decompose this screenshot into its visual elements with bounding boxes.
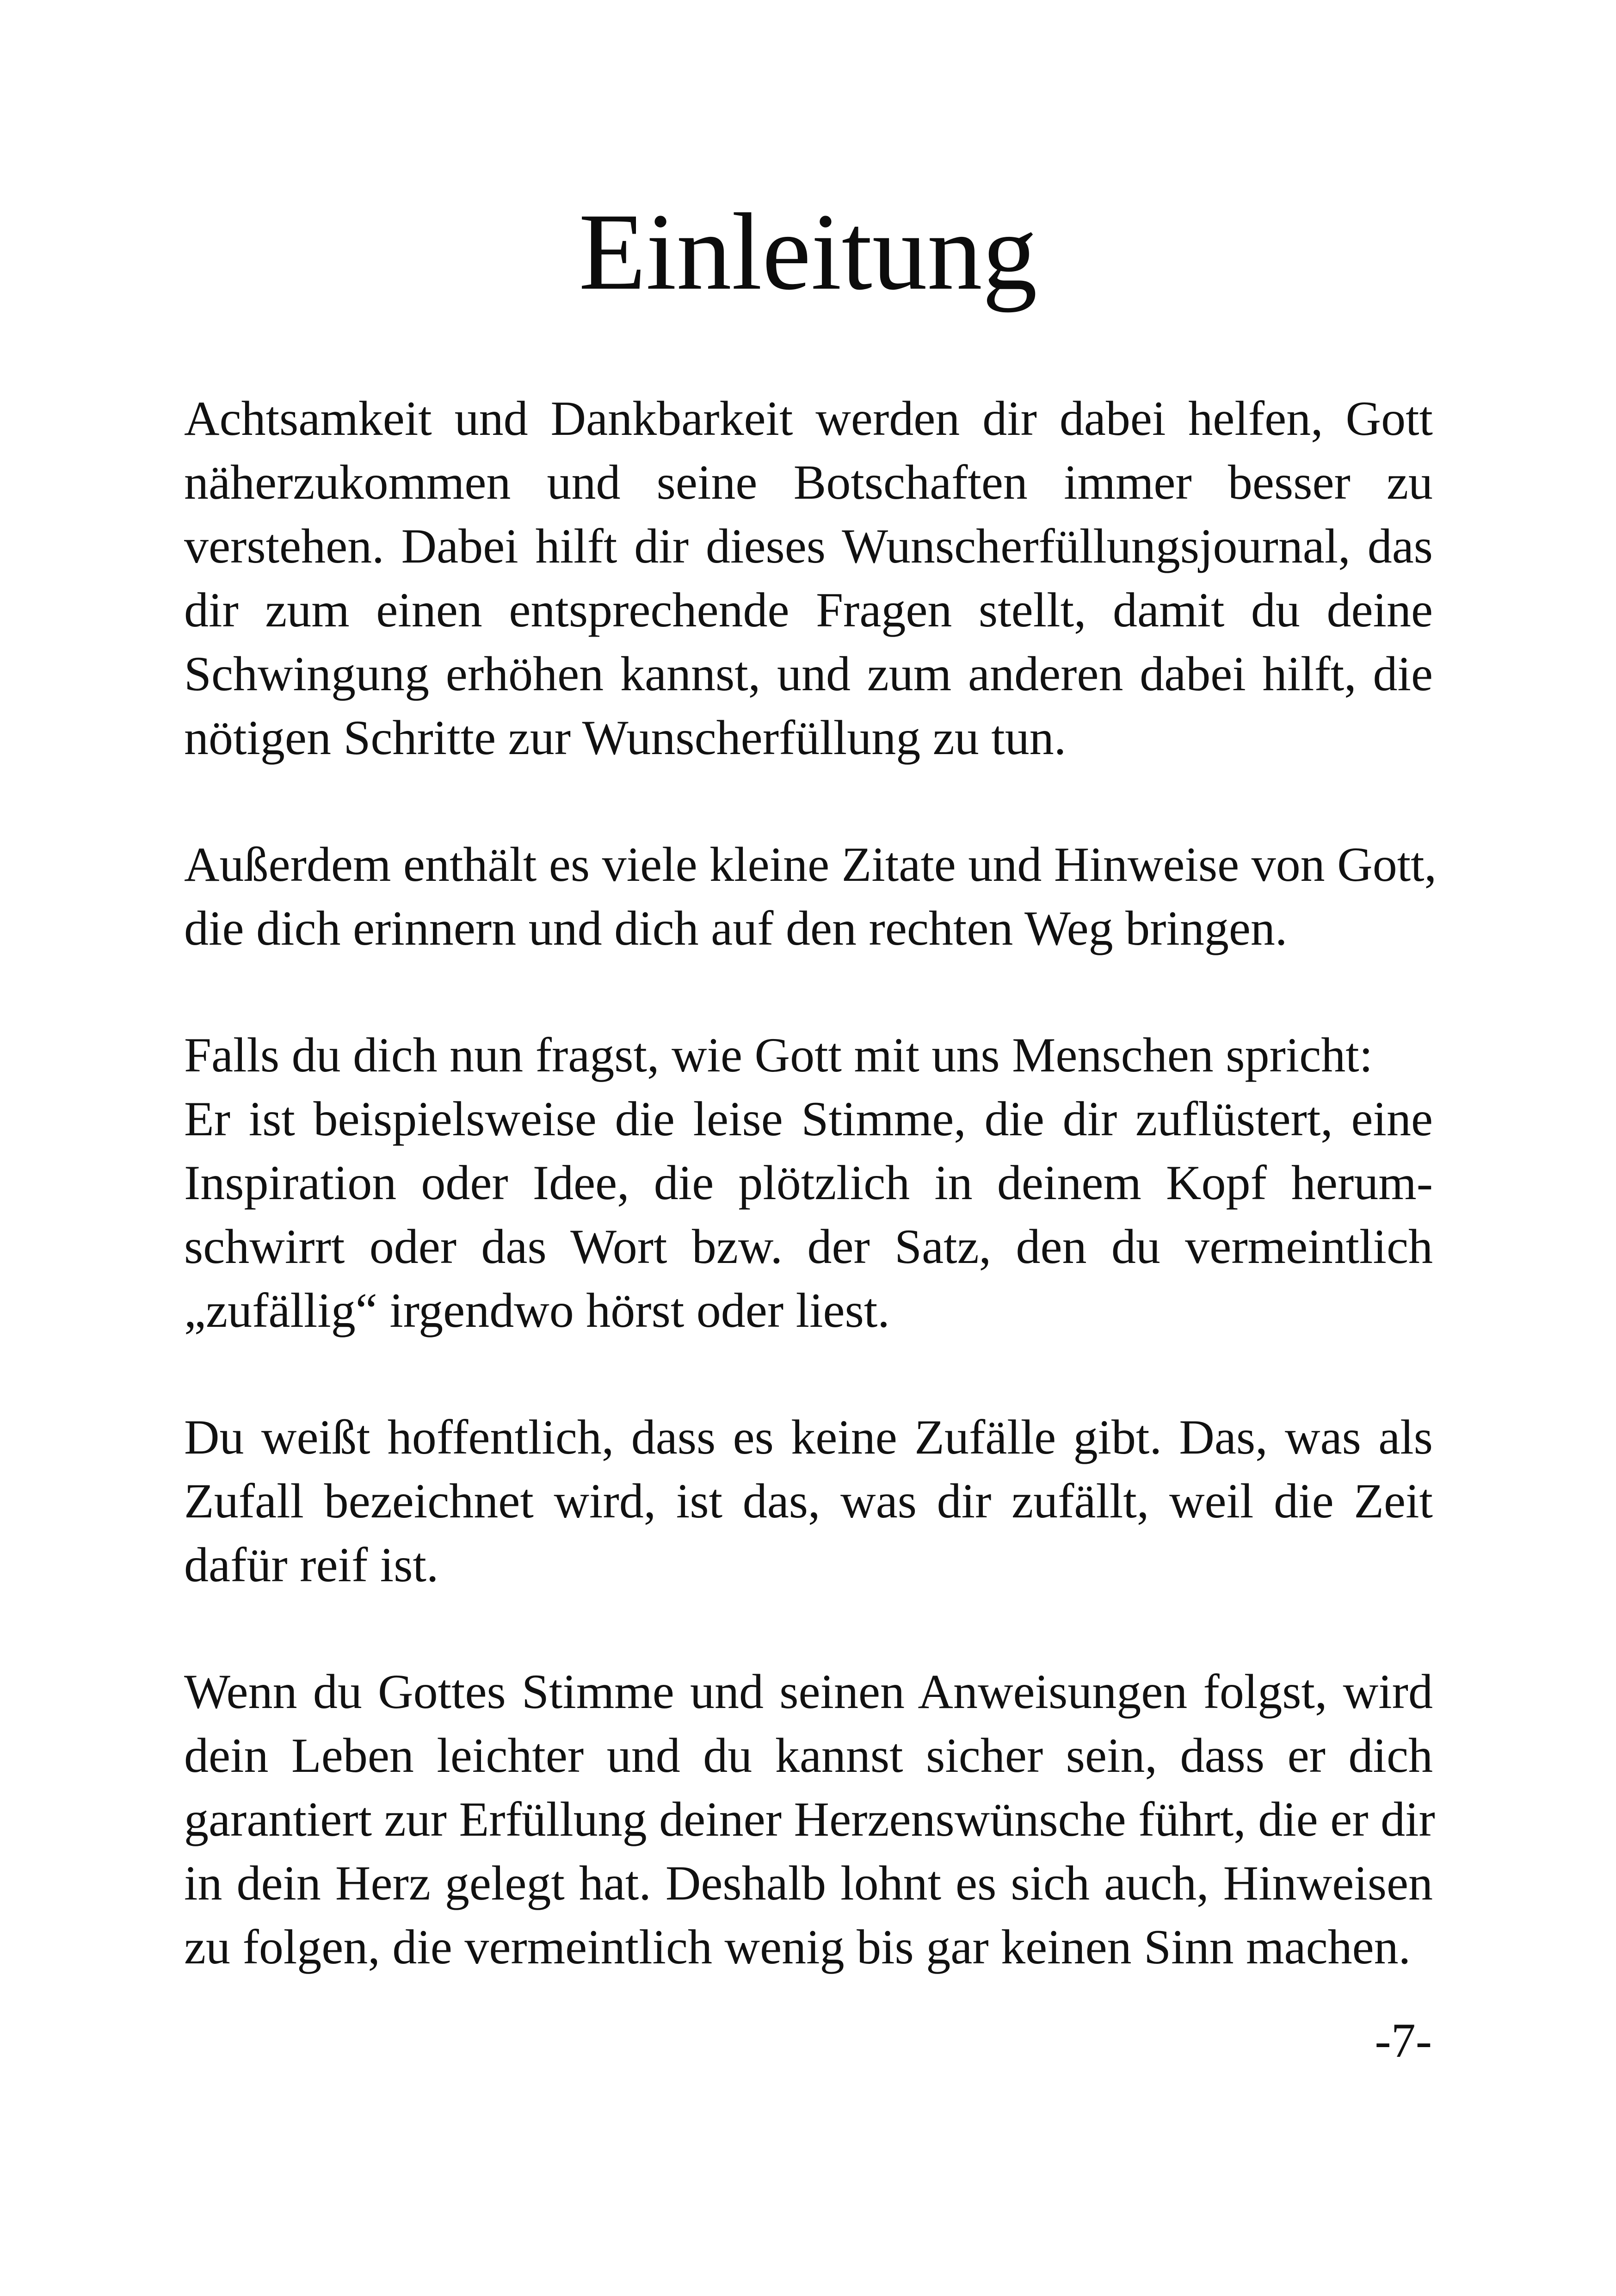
text-line: verstehen. Dabei hilft dir dieses Wunscherfüllungsjournal, das [184,519,1433,573]
text-line: Außerdem enthält es viele kleine Zitate und Hinweise von Gott, [184,837,1437,891]
paragraph-5 [184,1660,1433,1979]
page-number: -7- [1375,2013,1432,2067]
text-line: Achtsamkeit und Dankbarkeit werden dir dabei helfen, Gott [184,391,1433,446]
text-line: die dich erinnern und dich auf den rechten Weg bringen. [184,901,1288,955]
text-line: Wenn du Gottes Stimme und seinen Anweisungen folgst, wird [184,1665,1433,1719]
paragraph-4 [184,1405,1433,1597]
text-line: Du weißt hoffentlich, dass es keine Zufälle gibt. Das, was als [184,1410,1433,1464]
text-line: Zufall bezeichnet wird, ist das, was dir zufällt, weil die Zeit [184,1474,1433,1528]
paragraph-1 [184,387,1433,770]
text-line: dein Leben leichter und du kannst sicher sein, dass er dich [184,1728,1433,1782]
text-line: näherzukommen und seine Botschaften immer besser zu [184,455,1433,509]
text-line: Schwingung erhöhen kannst, und zum anderen dabei hilft, die [184,647,1433,701]
text-line: Inspiration oder Idee, die plötzlich in deinem Kopf herum- [184,1156,1433,1210]
body-text [184,387,1437,2042]
paragraph-3 [184,1023,1433,1343]
text-line: „zufällig“ irgendwo hörst oder liest. [184,1283,890,1337]
text-line: garantiert zur Erfüllung deiner Herzenswünsche führt, die er dir [184,1792,1435,1846]
text-line: schwirrt oder das Wort bzw. der Satz, den du vermeintlich [184,1219,1433,1274]
text-line: Er ist beispielsweise die leise Stimme, die dir zuflüstert, eine [184,1092,1433,1146]
text-line: in dein Herz gelegt hat. Deshalb lohnt es sich auch, Hinweisen [184,1856,1433,1910]
text-line: Falls du dich nun fragst, wie Gott mit uns Menschen spricht: [184,1028,1373,1082]
text-line: zu folgen, die vermeintlich wenig bis gar keinen Sinn machen. [184,1920,1411,1974]
text-line: dafür reif ist. [184,1538,439,1592]
text-line: dir zum einen entsprechende Fragen stellt, damit du deine [184,583,1433,637]
page-title: Einleitung [579,191,1037,313]
text-line: nötigen Schritte zur Wunscherfüllung zu tun. [184,711,1067,765]
paragraph-2 [184,833,1437,960]
